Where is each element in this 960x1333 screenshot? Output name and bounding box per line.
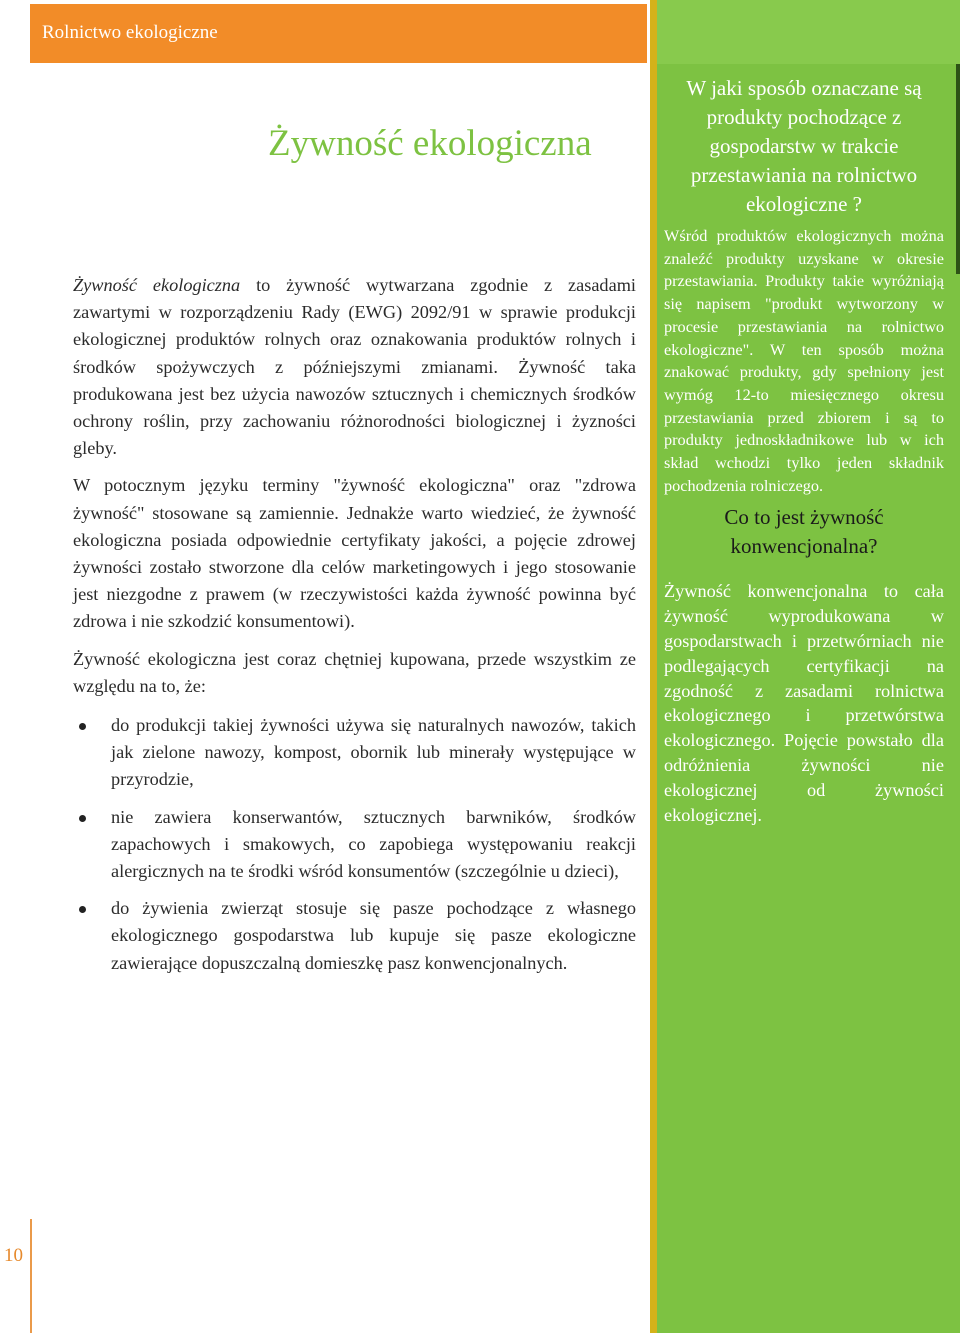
header-title: Rolnictwo ekologiczne <box>42 22 218 43</box>
paragraph-reasons-intro: Żywność ekologiczna jest coraz chętniej kupowana, przede wszystkim ze względu na to, że: <box>73 648 636 696</box>
sidebar-heading-conventional: Co to jest żywność konwencjonalna? <box>724 505 884 559</box>
reasons-list <box>73 712 636 977</box>
bullet-icon <box>79 906 86 913</box>
page-number: 10 <box>4 1245 23 1266</box>
sidebar-content <box>664 74 944 827</box>
term-eco-food: Żywność ekologiczna <box>73 275 241 295</box>
sidebar-gold-stripe <box>650 0 657 1333</box>
sidebar-top-patch <box>657 0 960 64</box>
list-item <box>73 804 636 886</box>
sidebar-heading-labeling: W jaki sposób oznaczane są produkty pochodzące z gospodarstw w trakcie przestawiania na rolnictwo ekologiczne ? <box>686 76 922 216</box>
sidebar-text-conventional: Żywność konwencjonalna to cała żywność wyprodukowana w gospodarstwach i przetwórniach nie podlegających certyfikacji na zgodność z zasadami rolnictwa ekologicznego i przetwórstwa ekologicznego. Pojęcie powstało dla odróżnienia żywności nie ekologicznej od żywności ekologicznej. <box>664 581 944 825</box>
page-title: Żywność ekologiczna <box>268 123 592 164</box>
sidebar <box>650 0 960 1333</box>
main-content <box>73 272 636 987</box>
header-bar <box>30 4 647 63</box>
bullet-icon <box>79 815 86 822</box>
list-item-text: do żywienia zwierząt stosuje się pasze pochodzące z własnego ekologicznego gospodarstwa lub kupuje się pasze ekologiczne zawierające dopuszczalną domieszkę pasz konwencjonalnych. <box>111 898 636 973</box>
list-item <box>73 895 636 977</box>
list-item-text: do produkcji takiej żywności używa się naturalnych nawozów, takich jak zielone nawozy, kompost, obornik lub minerały występujące w przyrodzie, <box>111 715 636 790</box>
sidebar-text-labeling: Wśród produktów ekologicznych można znaleźć produkty uzyskane w okresie przestawiania. Produkty takie wyróżniają się napisem "produkt wytworzony w procesie przestawiania na rolnictwo ekologiczne". W ten sposób można znakować produkty, gdy spełniony jest wymóg 12-to miesięcznego okresu przestawiania przed zbiorem i są to produkty jednoskładnikowe lub w ich skład wchodzi tylko jeden składnik pochodzenia rolniczego. <box>664 226 944 495</box>
bullet-icon <box>79 723 86 730</box>
list-item <box>73 712 636 794</box>
sidebar-edge <box>956 64 960 274</box>
list-item-text: nie zawiera konserwantów, sztucznych barwników, środków zapachowych i smakowych, co zapobiega występowaniu reakcji alergicznych na te środki wśród konsumentów (szczególnie u dzieci), <box>111 806 636 882</box>
paragraph-intro <box>73 272 636 462</box>
paragraph-colloquial: W potocznym języku terminy "żywność ekologiczna" oraz "zdrowa żywność" stosowane są zamiennie. Jednakże warto wiedzieć, że żywność ekologiczna posiada odpowiednie certyfikaty jakości, a pojęcie zdrowej żywności zostało stworzone dla celów marketingowych i jego stosowanie jest niezgodne z prawem (w rzeczywistości każda żywność powinna być zdrowa i nie szkodzić konsumentowi). <box>73 475 636 632</box>
paragraph-intro-text: to żywność wytwarzana zgodnie z zasadami zawartymi w rozporządzeniu Rady (EWG) 2092/91 w sprawie produkcji ekologicznej produktów rolnych oraz oznakowania produktów rolnych i środków spożywczych z późniejszymi zmianami. Żywność taka produkowana jest bez użycia nawozów sztucznych i chemicznych środków ochrony roślin, przy zachowaniu różnorodności biologicznej i żyzności gleby. <box>73 275 636 459</box>
page-number-divider <box>30 1219 32 1333</box>
